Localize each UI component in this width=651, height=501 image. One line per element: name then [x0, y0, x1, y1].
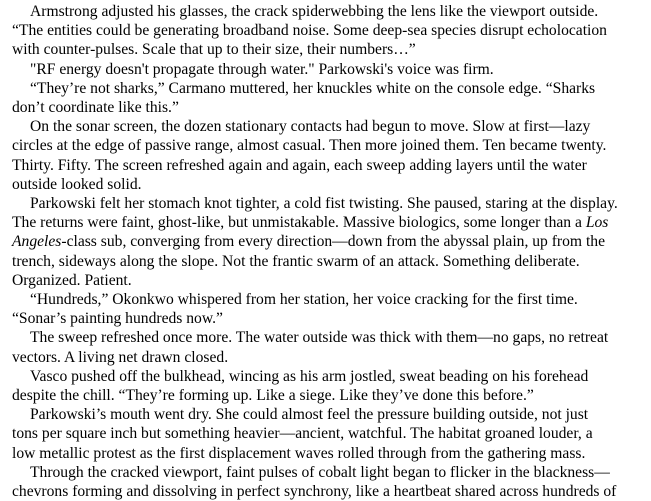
text-line: outside looked solid.: [12, 175, 142, 193]
paragraph-sweep: [12, 328, 644, 366]
text-line: Thirty. Fifty. The screen refreshed again and again, each sweep adding layers until the water: [12, 156, 587, 174]
text-line: Through the cracked viewport, faint pulses of cobalt light began to flicker in the blackness—: [30, 463, 610, 481]
italic-text: Los: [585, 214, 609, 232]
text-line: Parkowski felt her stomach knot tighter, a cold fist twisting. She paused, staring at the display.: [30, 195, 618, 213]
paragraph-viewport: [12, 463, 644, 501]
text-line: The sweep refreshed once more. The water outside was thick with them—no gaps, no retreat: [30, 329, 609, 347]
text-line: circles at the edge of passive range, almost casual. Then more joined them. Ten became twenty.: [12, 137, 607, 155]
text-line: Armstrong adjusted his glasses, the crack spiderwebbing the lens like the viewport outside.: [30, 3, 599, 20]
text-line: vectors. A living net drawn closed.: [12, 348, 229, 366]
paragraph-okonkwo: [12, 290, 644, 328]
text-line: despite the chill. “They’re forming up. Like a siege. Like they’ve done this before.”: [12, 387, 534, 405]
text-line: [12, 232, 644, 251]
text-line: Parkowski’s mouth went dry. She could almost feel the pressure building outside, not just: [30, 406, 589, 424]
text-line: Organized. Patient.: [12, 271, 132, 289]
text-line: “They’re not sharks,” Carmano muttered, her knuckles white on the console edge. “Sharks: [30, 79, 596, 97]
text-line: don’t coordinate like this.”: [12, 99, 179, 117]
paragraph-parkowski-rf: [12, 60, 644, 79]
paragraph-parkowski-mouth: [12, 405, 644, 463]
text-line: [12, 213, 644, 232]
text-line: low metallic protest as the first displacement waves rolled through from the gathering mass.: [12, 444, 586, 462]
text-line: “Sonar’s painting hundreds now.”: [12, 310, 223, 328]
paragraph-armstrong: [12, 2, 644, 60]
text-line: trench, sideways along the slope. Not the frantic swarm of an attack. Something deliberate.: [12, 252, 580, 270]
text-line: "RF energy doesn't propagate through water." Parkowski's voice was firm.: [30, 60, 494, 78]
italic-text: Angeles: [12, 233, 62, 251]
paragraph-sonar-screen: [12, 117, 644, 194]
text-line: “The entities could be generating broadband noise. Some deep-sea species disrupt echolocation: [12, 22, 607, 40]
text-line: “Hundreds,” Okonkwo whispered from her station, her voice cracking for the first time.: [30, 291, 578, 309]
paragraph-vasco: [12, 367, 644, 405]
text-line: On the sonar screen, the dozen stationary contacts had begun to move. Slow at first—lazy: [30, 118, 591, 136]
text-line: Vasco pushed off the bulkhead, wincing as his arm jostled, sweat beading on his forehead: [30, 367, 589, 385]
paragraph-carmano: [12, 79, 644, 117]
document-page: [12, 2, 644, 501]
text-line: with counter-pulses. Scale that up to their size, their numbers…”: [12, 41, 416, 59]
text-segment: -class sub, converging from every direction—down from the abyssal plain, up from the: [61, 233, 606, 251]
paragraph-parkowski-stomach: [12, 194, 644, 290]
text-line: tons per square inch but something heavier—ancient, watchful. The habitat groaned louder, a: [12, 425, 593, 443]
text-segment: The returns were faint, ghost-like, but unmistakable. Massive biologics, some longer than a: [12, 214, 586, 232]
text-line: chevrons forming and dissolving in perfect synchrony, like a heartbeat shared across hundreds of: [12, 483, 617, 501]
